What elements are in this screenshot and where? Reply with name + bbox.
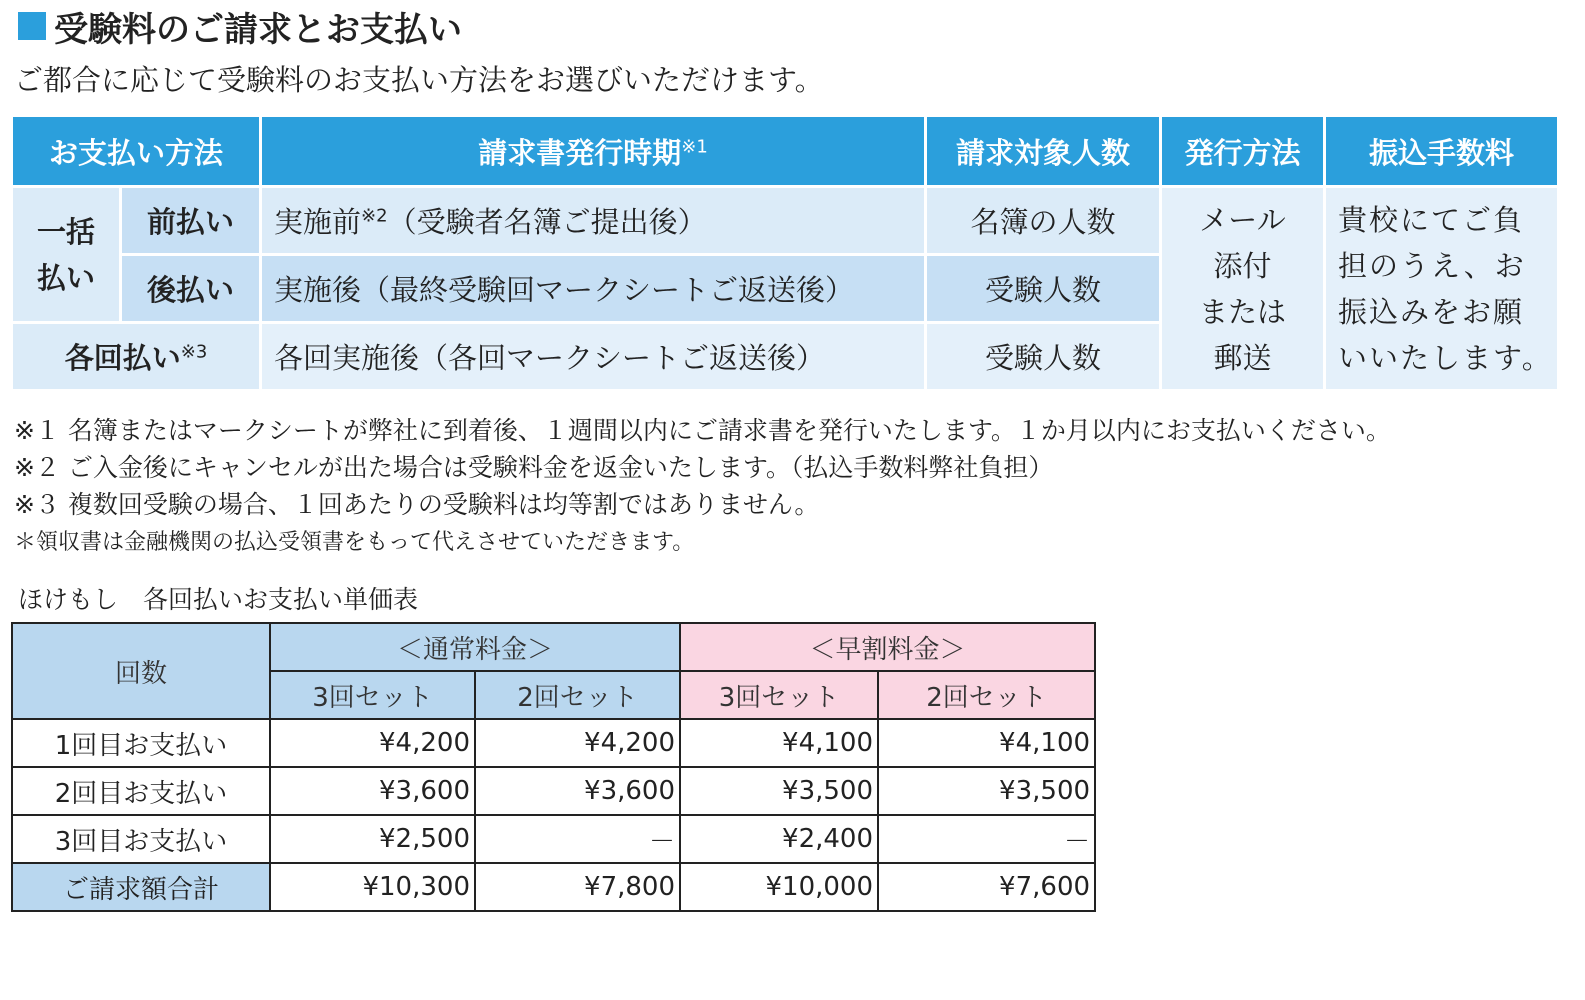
count-prepay: 名簿の人数	[927, 188, 1159, 253]
price-row-label: 3回目お支払い	[12, 815, 270, 863]
header-fee: 振込手数料	[1326, 117, 1557, 185]
sub-header-normal-2: 2回セット	[475, 671, 680, 719]
price-cell: ¥4,100	[680, 719, 878, 767]
price-row-label: 2回目お支払い	[12, 767, 270, 815]
timing-prepay: 実施前$^{※2}$（受験者名簿ご提出後）	[262, 188, 924, 253]
price-row-2	[12, 767, 1095, 815]
lump-sum-label: 一括 払い	[13, 188, 119, 321]
header-count: 請求対象人数	[927, 117, 1159, 185]
price-cell: ¥3,600	[475, 767, 680, 815]
method-prepay: 前払い	[122, 188, 259, 253]
sub-header-early-3: 3回セット	[680, 671, 878, 719]
timing-postpay: 実施後（最終受験回マークシートご返送後）	[262, 256, 924, 321]
header-timing: 請求書発行時期$^{※1}$	[262, 117, 924, 185]
method-postpay: 後払い	[122, 256, 259, 321]
price-cell: ¥4,200	[270, 719, 475, 767]
timing-per-session: 各回実施後（各回マークシートご返送後）	[262, 324, 924, 389]
footnote-1: ※１ 名簿またはマークシートが弊社に到着後、１週間以内にご請求書を発行いたします。１か月以内にお支払いください。	[14, 416, 1391, 445]
transfer-fee: 貴校にてご負 担のうえ、お 振込みをお願 いいたします。	[1326, 188, 1557, 389]
payment-row-prepay	[13, 188, 1557, 253]
price-row-3	[12, 815, 1095, 863]
price-cell: ¥4,200	[475, 719, 680, 767]
price-total-cell: ¥10,300	[270, 863, 475, 911]
price-header-row-1	[12, 623, 1095, 671]
square-bullet-icon	[18, 12, 46, 40]
price-cell: ¥2,400	[680, 815, 878, 863]
section-heading	[18, 4, 462, 48]
price-total-cell: ¥7,600	[878, 863, 1095, 911]
header-timing-note: ※1	[681, 135, 708, 157]
payment-table-header-row	[13, 117, 1557, 185]
price-group-normal: ＜通常料金＞	[270, 623, 680, 671]
price-corner-header: 回数	[12, 623, 270, 719]
price-total-label: ご請求額合計	[12, 863, 270, 911]
header-method: お支払い方法	[13, 117, 259, 185]
price-cell: ¥3,600	[270, 767, 475, 815]
price-total-cell: ¥7,800	[475, 863, 680, 911]
count-per-session: 受験人数	[927, 324, 1159, 389]
sub-header-early-2: 2回セット	[878, 671, 1095, 719]
price-group-early: ＜早割料金＞	[680, 623, 1095, 671]
price-total-row	[12, 863, 1095, 911]
price-table	[11, 622, 1096, 912]
payment-method-table	[10, 114, 1560, 392]
count-postpay: 受験人数	[927, 256, 1159, 321]
price-cell: ¥2,500	[270, 815, 475, 863]
price-row-label: 1回目お支払い	[12, 719, 270, 767]
intro-text: ご都合に応じて受験料のお支払い方法をお選びいただけます。	[14, 63, 824, 97]
price-cell: ¥3,500	[680, 767, 878, 815]
method-per-session: 各回払い$^{※3}$	[13, 324, 259, 389]
price-cell: －	[878, 815, 1095, 863]
footnote-2: ※２ ご入金後にキャンセルが出た場合は受験料金を返金いたします。（払込手数料弊社負担）	[14, 453, 1054, 482]
header-issue: 発行方法	[1162, 117, 1323, 185]
footnote-3: ※３ 複数回受験の場合、１回あたりの受験料は均等割ではありません。	[14, 490, 820, 519]
price-cell: ¥3,500	[878, 767, 1095, 815]
receipt-note: ＊領収書は金融機関の払込受領書をもって代えさせていただきます。	[14, 530, 695, 555]
section-heading-text: 受験料のご請求とお支払い	[54, 9, 462, 50]
sub-header-normal-3: 3回セット	[270, 671, 475, 719]
price-cell: ¥4,100	[878, 719, 1095, 767]
price-cell: －	[475, 815, 680, 863]
price-total-cell: ¥10,000	[680, 863, 878, 911]
price-table-title: ほけもし 各回払いお支払い単価表	[18, 585, 419, 614]
footnotes	[14, 412, 1391, 563]
price-row-1	[12, 719, 1095, 767]
issue-method: メール 添付 または 郵送	[1162, 188, 1323, 389]
